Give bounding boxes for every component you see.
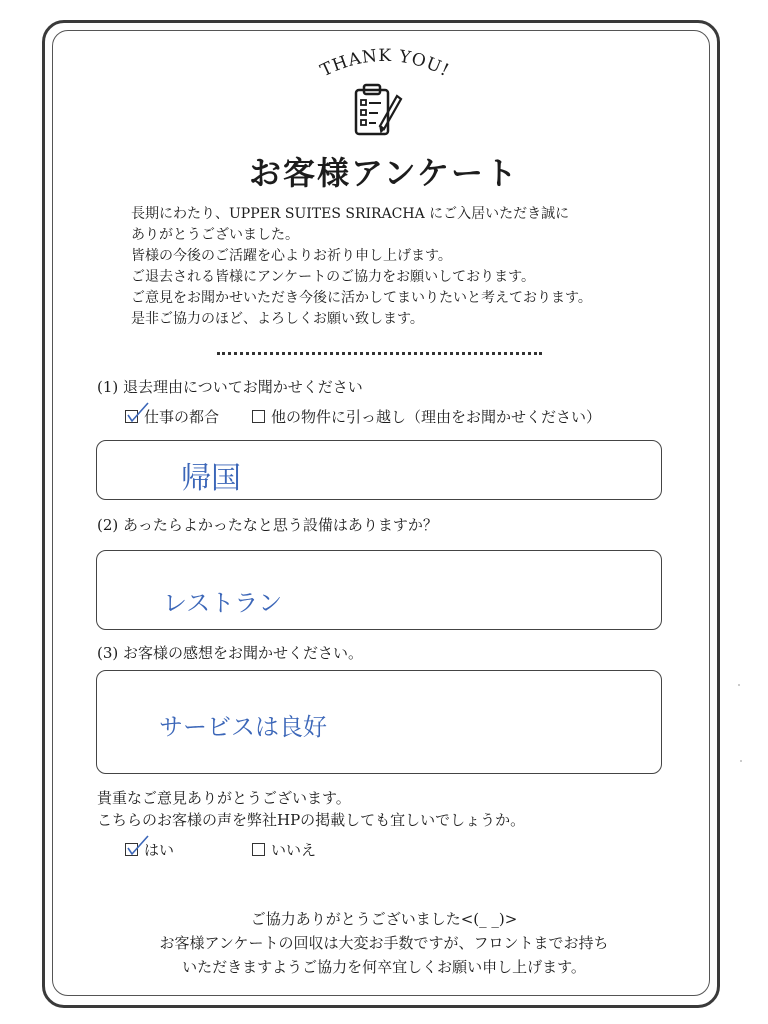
q1-answer-box[interactable] xyxy=(96,440,662,500)
q1-option-work-label: 仕事の都合 xyxy=(144,408,220,426)
q1-option-work-checkbox[interactable] xyxy=(125,410,138,423)
checkmark-icon xyxy=(124,401,150,423)
question-1-label: (1) 退去理由についてお聞かせください xyxy=(97,378,363,396)
q2-handwritten-answer: レストラン xyxy=(163,589,283,617)
intro-line: 長期にわたり、UPPER SUITES SRIRACHA にご入居いただき誠に xyxy=(131,206,570,222)
question-2-label: (2) あったらよかったなと思う設備はありますか？ xyxy=(97,516,438,534)
intro-line: ご意見をお聞かせいただき今後に活かしてまいりたいと考えております。 xyxy=(131,290,592,306)
page-title: お客様アンケート xyxy=(248,154,520,192)
q1-option-work[interactable] xyxy=(125,406,219,427)
q1-option-move-label: 他の物件に引っ越し（理由をお聞かせください） xyxy=(271,408,602,426)
consent-thanks: 貴重なご意見ありがとうございます。 xyxy=(97,789,351,807)
q2-answer-box[interactable] xyxy=(96,550,662,630)
q1-handwritten-answer: 帰国 xyxy=(181,461,241,496)
thank-you-text: THANK YOU! xyxy=(317,45,453,82)
intro-line: ご退去される皆様にアンケートのご協力をお願いしております。 xyxy=(131,269,536,285)
footer-note-1: お客様アンケートの回収は大変お手数ですが、フロントまでお持ち xyxy=(159,934,609,952)
scan-speck xyxy=(738,684,740,686)
consent-question: こちらのお客様の声を弊社HPの掲載しても宜しいでしょうか。 xyxy=(97,811,526,829)
intro-line: 是非ご協力のほど、よろしくお願い致します。 xyxy=(131,311,424,327)
intro-line: ありがとうございました。 xyxy=(131,227,299,243)
question-3-label: (3) お客様の感想をお聞かせください。 xyxy=(97,644,364,662)
footer-note-2: いただきますようご協力を何卒宜しくお願い申し上げます。 xyxy=(182,958,586,976)
consent-no-checkbox[interactable] xyxy=(252,843,265,856)
intro-text xyxy=(131,204,671,330)
clipboard-icon xyxy=(350,82,404,138)
q3-handwritten-answer: サービスは良好 xyxy=(159,713,327,741)
dotted-divider xyxy=(217,352,542,355)
consent-yes-label: はい xyxy=(144,841,175,859)
checkmark-icon xyxy=(124,834,150,856)
consent-no-label: いいえ xyxy=(271,841,317,859)
intro-line: 皆様の今後のご活躍を心よりお祈り申し上げます。 xyxy=(131,248,452,264)
scan-speck xyxy=(740,760,742,762)
footer-thanks: ご協力ありがとうございました<(_ _)> xyxy=(250,910,518,928)
consent-no-option[interactable] xyxy=(252,839,316,860)
q1-option-move[interactable] xyxy=(252,406,601,427)
svg-text:THANK YOU! xyxy=(317,46,452,81)
consent-yes-checkbox[interactable] xyxy=(125,843,138,856)
q1-option-move-checkbox[interactable] xyxy=(252,410,265,423)
consent-yes-option[interactable] xyxy=(125,839,174,860)
q3-answer-box[interactable] xyxy=(96,670,662,774)
